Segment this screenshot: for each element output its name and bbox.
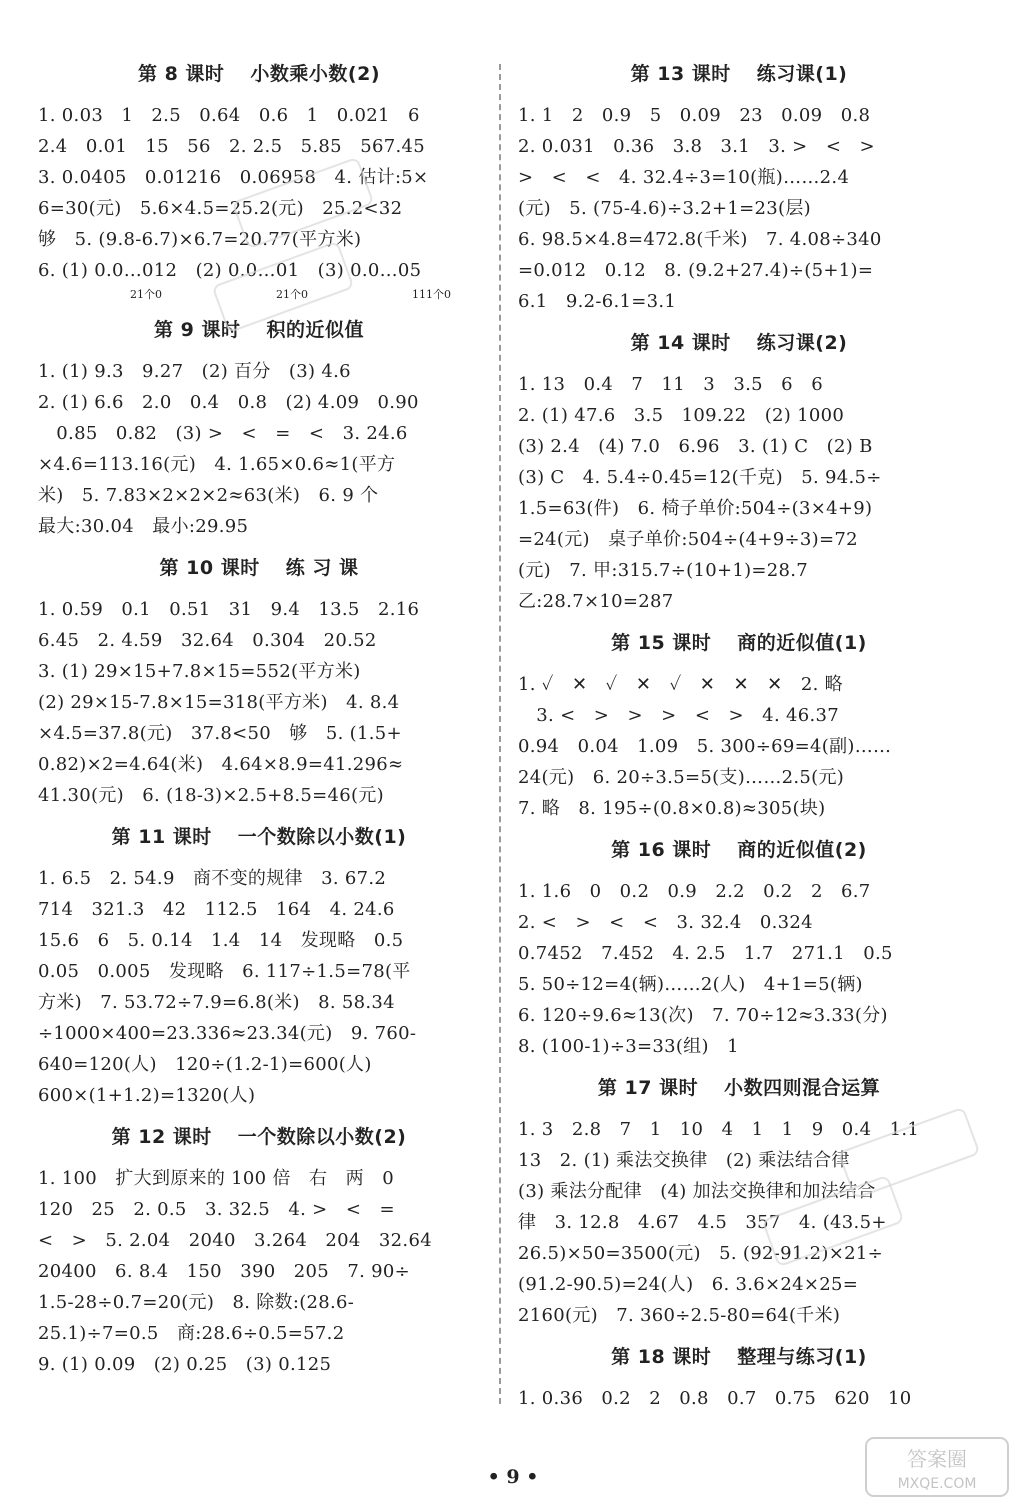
answer-line: 15.6 6 5. 0.14 1.4 14 发现略 0.5 (38, 930, 404, 951)
lesson-10-title: 第 10 课时 练 习 课 (159, 557, 359, 579)
answer-line: 3. 0.0405 0.01216 0.06958 4. 估计:5× (38, 167, 429, 188)
lesson-18-title: 第 18 课时 整理与练习(1) (611, 1346, 867, 1368)
answer-line: 24(元) 6. 20÷3.5=5(支)……2.5(元) (518, 767, 845, 788)
answer-line: 2. 0.031 0.36 3.8 3.1 3. > < > (518, 136, 875, 157)
answer-line: 乙:28.7×10=287 (518, 591, 674, 612)
page-number: • 9 • (487, 1466, 539, 1488)
answer-line: 7. 略 8. 195÷(0.8×0.8)≈305(块) (518, 798, 826, 819)
answer-line: 8. (100-1)÷3=33(组) 1 (518, 1036, 739, 1057)
left-column (38, 62, 480, 1380)
answer-line: (3) C 4. 5.4÷0.45=12(千克) 5. 94.5÷ (518, 467, 882, 488)
svg-text:答案圈: 答案圈 (907, 1447, 967, 1471)
answer-line: > < < 4. 32.4÷3=10(瓶)……2.4 (518, 167, 850, 188)
zero-count-label: 21个0 (130, 288, 162, 301)
answer-line: 26.5)×50=3500(元) 5. (92-91.2)×21÷ (518, 1243, 883, 1264)
answer-line: 6.45 2. 4.59 32.64 0.304 20.52 (38, 630, 377, 651)
answer-line: 米) 5. 7.83×2×2×2≈63(米) 6. 9 个 (38, 485, 379, 506)
answer-line: 20400 6. 8.4 150 390 205 7. 90÷ (38, 1261, 411, 1282)
lesson-14-title: 第 14 课时 练习课(2) (630, 332, 848, 354)
answer-line: =0.012 0.12 8. (9.2+27.4)÷(5+1)= (518, 260, 874, 281)
answer-line: 6.1 9.2-6.1=3.1 (518, 291, 677, 312)
answer-line: 0.85 0.82 (3) > < = < 3. 24.6 (38, 423, 408, 444)
answer-line: 1. (1) 9.3 9.27 (2) 百分 (3) 4.6 (38, 361, 351, 382)
answer-line: 2.4 0.01 15 56 2. 2.5 5.85 567.45 (38, 136, 425, 157)
answer-line: 1. 0.59 0.1 0.51 31 9.4 13.5 2.16 (38, 599, 420, 620)
answer-line: (元) 7. 甲:315.7÷(10+1)=28.7 (518, 560, 809, 581)
answer-line: 0.05 0.005 发现略 6. 117÷1.5=78(平 (38, 961, 411, 982)
lesson-15-title: 第 15 课时 商的近似值(1) (611, 632, 867, 654)
answer-line: =24(元) 桌子单价:504÷(4+9÷3)=72 (518, 529, 858, 550)
zero-count-label: 21个0 (276, 288, 308, 301)
answer-line: < > 5. 2.04 2040 3.264 204 32.64 (38, 1230, 432, 1251)
lesson-11-title: 第 11 课时 一个数除以小数(1) (111, 826, 407, 848)
answer-line: 2. (1) 6.6 2.0 0.4 0.8 (2) 4.09 0.90 (38, 392, 419, 413)
answer-line: 最大:30.04 最小:29.95 (38, 516, 249, 537)
answer-line: 6. 98.5×4.8=472.8(千米) 7. 4.08÷340 (518, 229, 882, 250)
answer-line: 2. < > < < 3. 32.4 0.324 (518, 912, 813, 933)
answer-line: 3. < > > > < > 4. 46.37 (518, 705, 840, 726)
answer-line: 5. 50÷12=4(辆)……2(人) 4+1=5(辆) (518, 974, 863, 995)
answer-line: 2160(元) 7. 360÷2.5-80=64(千米) (518, 1305, 841, 1326)
answer-line: 0.94 0.04 1.09 5. 300÷69=4(副)…… (518, 736, 892, 757)
answer-line: 0.82)×2=4.64(米) 4.64×8.9=41.296≈ (38, 754, 404, 775)
answer-line: 1. 0.03 1 2.5 0.64 0.6 1 0.021 6 (38, 105, 420, 126)
answer-line: 13 2. (1) 乘法交换律 (2) 乘法结合律 (518, 1150, 850, 1171)
answer-line: 1. 3 2.8 7 1 10 4 1 1 9 0.4 1.1 (518, 1119, 920, 1140)
answer-line: (91.2-90.5)=24(人) 6. 3.6×24×25= (518, 1274, 859, 1295)
answer-line: ×4.6=113.16(元) 4. 1.65×0.6≈1(平方 (38, 454, 396, 475)
answer-line: 1.5=63(件) 6. 椅子单价:504÷(3×4+9) (518, 498, 873, 519)
column-divider (499, 64, 501, 1404)
answer-line: 6. (1) 0.0…012 (2) 0.0…01 (3) 0.0…05 (38, 260, 422, 281)
answer-line: 1. 13 0.4 7 11 3 3.5 6 6 (518, 374, 823, 395)
lesson-13-title: 第 13 课时 练习课(1) (630, 63, 848, 85)
answer-line: 6=30(元) 5.6×4.5=25.2(元) 25.2<32 (38, 198, 403, 219)
answer-line: 1. ✓ ✕ ✓ ✕ ✓ ✕ ✕ ✕ 2. 略 (518, 674, 843, 695)
lesson-9-title: 第 9 课时 积的近似值 (154, 319, 364, 341)
answer-line: 714 321.3 42 112.5 164 4. 24.6 (38, 899, 395, 920)
lesson-16-title: 第 16 课时 商的近似值(2) (611, 839, 867, 861)
lesson-12-title: 第 12 课时 一个数除以小数(2) (111, 1126, 407, 1148)
answer-line: 律 3. 12.8 4.67 4.5 357 4. (43.5+ (518, 1212, 887, 1233)
answer-line: 够 5. (9.8-6.7)×6.7=20.77(平方米) (38, 229, 362, 250)
answer-line: 640=120(人) 120÷(1.2-1)=600(人) (38, 1054, 372, 1075)
zero-count-label: 111个0 (412, 288, 451, 301)
answer-line: 1. 1.6 0 0.2 0.9 2.2 0.2 2 6.7 (518, 881, 871, 902)
answer-line: 1. 1 2 0.9 5 0.09 23 0.09 0.8 (518, 105, 871, 126)
lesson-17-title: 第 17 课时 小数四则混合运算 (597, 1077, 881, 1099)
lesson-8-title: 第 8 课时 小数乘小数(2) (137, 63, 381, 85)
answer-line: 3. (1) 29×15+7.8×15=552(平方米) (38, 661, 361, 682)
answer-line: 方米) 7. 53.72÷7.9=6.8(米) 8. 58.34 (38, 992, 395, 1013)
answer-line: 25.1)÷7=0.5 商:28.6÷0.5=57.2 (38, 1323, 345, 1344)
answer-line: 41.30(元) 6. (18-3)×2.5+8.5=46(元) (38, 785, 385, 806)
answer-line: 1.5-28÷0.7=20(元) 8. 除数:(28.6- (38, 1292, 355, 1313)
site-logo-icon (862, 1432, 1012, 1502)
svg-text:MXQE.COM: MXQE.COM (897, 1476, 977, 1492)
answer-line: 2. (1) 47.6 3.5 109.22 (2) 1000 (518, 405, 845, 426)
answer-line: ×4.5=37.8(元) 37.8<50 够 5. (1.5+ (38, 723, 402, 744)
answer-line: 120 25 2. 0.5 3. 32.5 4. > < = (38, 1199, 395, 1220)
answer-line: (3) 乘法分配律 (4) 加法交换律和加法结合 (518, 1181, 876, 1202)
answer-line: 1. 0.36 0.2 2 0.8 0.7 0.75 620 10 (518, 1388, 912, 1409)
answer-line: 1. 100 扩大到原来的 100 倍 右 两 0 (38, 1168, 395, 1189)
answer-line: 600×(1+1.2)=1320(人) (38, 1085, 256, 1106)
answer-line: (3) 2.4 (4) 7.0 6.96 3. (1) C (2) B (518, 436, 873, 457)
answer-line: 6. 120÷9.6≈13(次) 7. 70÷12≈3.33(分) (518, 1005, 888, 1026)
answer-line: 0.7452 7.452 4. 2.5 1.7 271.1 0.5 (518, 943, 893, 964)
answer-line: ÷1000×400=23.336≈23.34(元) 9. 760- (38, 1023, 417, 1044)
answer-line: (元) 5. (75-4.6)÷3.2+1=23(层) (518, 198, 811, 219)
answer-line: 9. (1) 0.09 (2) 0.25 (3) 0.125 (38, 1354, 332, 1375)
answer-line: 1. 6.5 2. 54.9 商不变的规律 3. 67.2 (38, 868, 387, 889)
answer-line: (2) 29×15-7.8×15=318(平方米) 4. 8.4 (38, 692, 400, 713)
